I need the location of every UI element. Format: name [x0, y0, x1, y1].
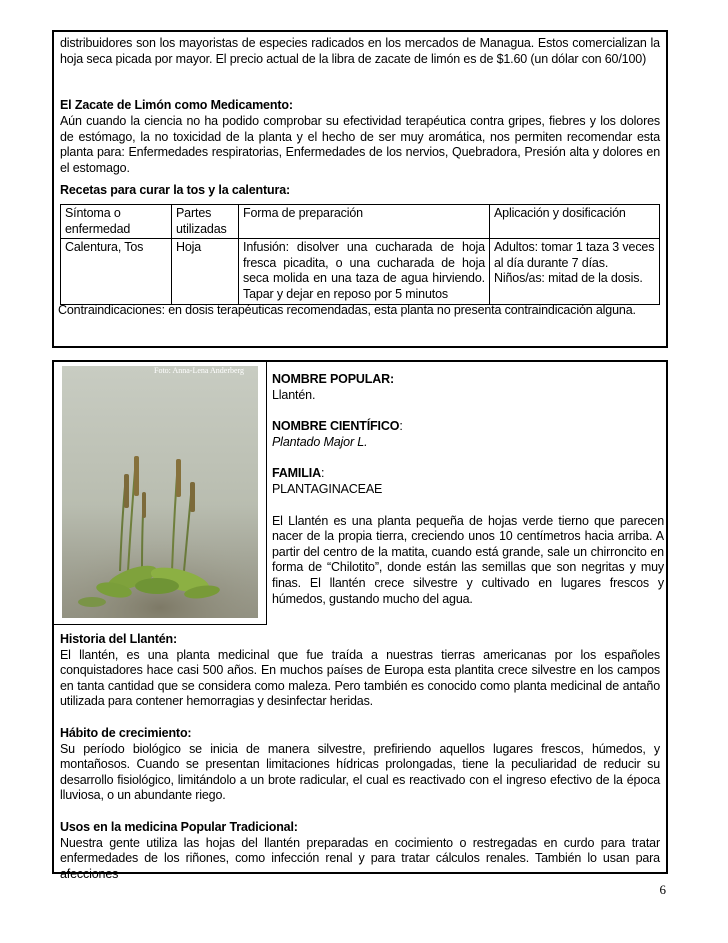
popular-name-value: Llantén.: [272, 387, 316, 402]
contraindications-text: Contraindicaciones: en dosis terapéuticas recomendadas, esta planta no presenta contraindicación alguna.: [58, 303, 636, 317]
lemongrass-section-box: [52, 30, 668, 348]
recipes-table: [60, 204, 660, 305]
medicine-paragraph: Aún cuando la ciencia no ha podido comprobar su efectividad terapéutica contra gripes, fiebres y los dolores de estómago, la no toxicidad de la planta y el hecho de ser muy aromática, nos permiten recomendar esta planta para: Enfermedades respiratorias, Enfermedades de los nervios, Quebradora, Presión alta y dolores en el estomago.: [60, 114, 660, 175]
scientific-name-line: NOMBRE CIENTÍFICO:: [272, 419, 403, 434]
plantain-section-box: [52, 360, 668, 881]
popular-name-label: NOMBRE POPULAR:: [272, 372, 395, 386]
family-line: FAMILIA:: [272, 466, 325, 481]
intro-paragraph: distribuidores son los mayoristas de especies radicados en los mercados de Managua. Estos comercializan la hoja seca picada por mayor. El precio actual de la libra de zacate de limón es de $1.60 (un dólar con 60/100): [60, 36, 660, 66]
history-paragraph: El llantén, es una planta medicinal que fue traída a nuestras tierras americanas por los españoles conquistadores hace casi 500 años. En muchos países de Europa esta plantita crece silvestre en los campos en tanta cantidad que se considera como maleza. Pero también es conocido como planta medicinal de antaño utilizada para contener hemorragias y desinfectar heridas.: [60, 647, 660, 709]
table-header-row: [61, 205, 660, 239]
scientific-name-label: NOMBRE CIENTÍFICO: [272, 419, 400, 434]
page-number: 6: [659, 882, 666, 897]
table-cell: Adultos: tomar 1 taza 3 veces al día durante 7 días. Niños/as: mitad de la dosis.: [490, 239, 660, 304]
plantain-photo: [62, 366, 272, 624]
family-value: PLANTAGINACEAE: [272, 481, 383, 496]
table-header-cell: Síntoma o enfermedad: [61, 205, 172, 239]
plant-info-panel: [272, 372, 664, 607]
table-cell: Calentura, Tos: [61, 239, 172, 304]
plantain-details: [60, 632, 660, 882]
uses-paragraph: Nuestra gente utiliza las hojas del llantén preparadas en cocimiento o restregadas en curdo para tratar enfermedades de los riñones, como infección renal y para tratar cálculos renales. También lo usan para afecciones: [60, 835, 660, 881]
plant-description: El Llantén es una planta pequeña de hojas verde tierno que parecen nacer de la propia tierra, creciendo unos 10 centímetros hacia arriba. A partir del centro de la matita, cuando está grande, sale un chirroncito en forma de “Chilotito”, donde están las semillas que son negritas y muy finas. El llantén crece silvestre y cultivado en lugares frescos y húmedos, gustando mucho del agua.: [272, 513, 664, 606]
photo-credit: Foto: Anna-Lena Anderberg: [154, 366, 245, 375]
table-row: [61, 239, 660, 304]
table-cell: Hoja: [172, 239, 239, 304]
medicine-heading: El Zacate de Limón como Medicamento:: [60, 98, 293, 112]
table-header-cell: Aplicación y dosificación: [490, 205, 660, 239]
scientific-name-value: Plantado Major L.: [272, 434, 368, 449]
growth-heading: Hábito de crecimiento:: [60, 725, 192, 740]
uses-heading: Usos en la medicina Popular Tradicional:: [60, 819, 298, 834]
growth-paragraph: Su período biológico se inicia de manera silvestre, prefiriendo aquellos lugares frescos, húmedos, y montañosos. Cuando se presentan limitaciones hídricas prolongadas, tiene la peculiaridad de reducir su desarrollo fisiológico, limitándolo a un brote radicular, el cual es reactivado con el ingreso efectivo de la época lluviosa, o un abundante riego.: [60, 741, 660, 803]
recipes-heading: Recetas para curar la tos y la calentura:: [60, 183, 291, 197]
table-cell: Infusión: disolver una cucharada de hoja fresca picadita, o una cucharada de hoja seca molida en una taza de agua hirviendo. Tapar y dejar en reposo por 5 minutos: [239, 239, 490, 304]
table-header-cell: Forma de preparación: [239, 205, 490, 239]
family-label: FAMILIA: [272, 466, 321, 481]
plant-photo-frame: [54, 362, 267, 625]
table-header-cell: Partes utilizadas: [172, 205, 239, 239]
history-heading: Historia del Llantén:: [60, 632, 178, 646]
